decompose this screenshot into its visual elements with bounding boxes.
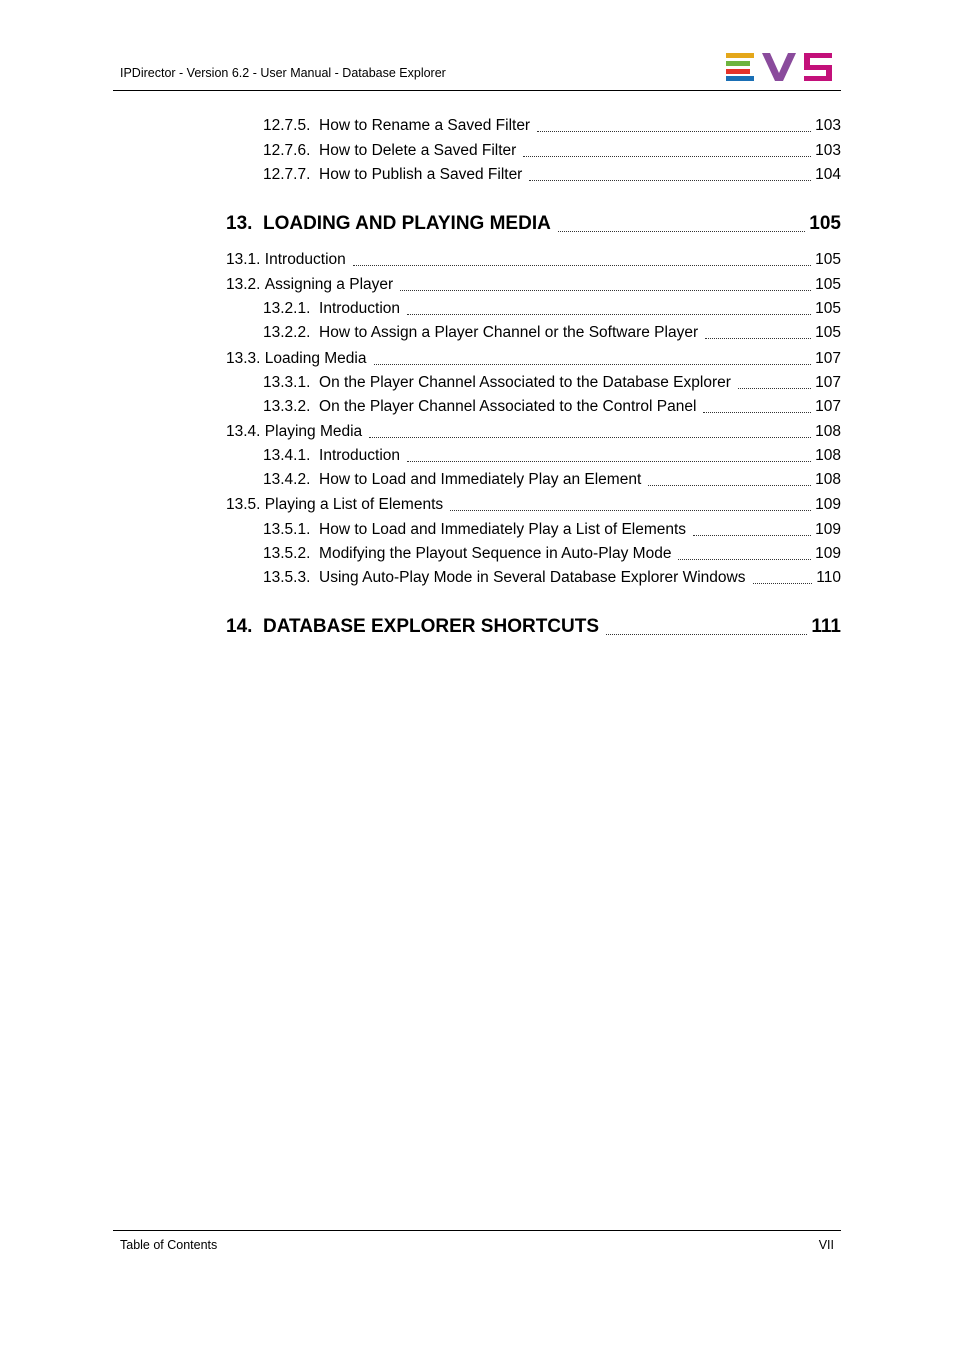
toc-entry[interactable] (226, 569, 841, 587)
toc-entry-number: 13.4.2. (263, 471, 311, 488)
dot-leader (400, 290, 811, 291)
dot-leader (705, 338, 811, 339)
toc-entry[interactable] (226, 374, 841, 392)
toc-entry-number: 13.2. (226, 276, 261, 293)
toc-entry[interactable] (226, 251, 841, 269)
toc-entry-title: Introduction (319, 447, 401, 464)
dot-leader (693, 535, 811, 536)
toc-entry-page: 111 (811, 616, 841, 637)
toc-entry-title: LOADING AND PLAYING MEDIA (262, 213, 551, 234)
toc-entry-number: 13.1. (226, 251, 261, 268)
toc-entry-number: 12.7.7. (263, 166, 311, 183)
toc-entry-number: 13.3. (226, 350, 261, 367)
toc-entry-title: Playing Media (264, 423, 363, 440)
dot-leader (753, 583, 813, 584)
toc-entry-page: 105 (815, 276, 841, 293)
toc-entry-number: 13.2.1. (263, 300, 311, 317)
toc-entry-title: How to Load and Immediately Play an Element (319, 471, 642, 488)
toc-entry-page: 107 (815, 350, 841, 367)
header-title: IPDirector - Version 6.2 - User Manual - Database Explorer (120, 66, 446, 80)
toc-entry-number: 13.2.2. (263, 324, 311, 341)
toc-entry-page: 107 (815, 374, 841, 391)
dot-leader (369, 437, 811, 438)
dot-leader (703, 412, 811, 413)
dot-leader (523, 156, 811, 157)
toc-entry-number: 13.4. (226, 423, 261, 440)
toc-entry[interactable] (226, 324, 841, 342)
toc-entry-title: How to Assign a Player Channel or the Software Player (319, 324, 699, 341)
toc-entry-page: 104 (815, 166, 841, 183)
toc-entry[interactable] (226, 471, 841, 489)
toc-entry-title: Introduction (319, 300, 401, 317)
toc-entry[interactable] (226, 300, 841, 318)
dot-leader (450, 510, 811, 511)
toc-entry-title: On the Player Channel Associated to the Database Explorer (319, 374, 731, 391)
toc-entry-title: Loading Media (264, 350, 367, 367)
toc-entry-title: How to Publish a Saved Filter (319, 166, 523, 183)
toc-entry[interactable] (226, 447, 841, 465)
footer-rule (113, 1230, 841, 1231)
toc-entry-page: 109 (815, 521, 841, 538)
toc-entry-page: 103 (815, 142, 841, 159)
toc-entry-page: 103 (815, 117, 841, 134)
toc-entry-page: 105 (815, 251, 841, 268)
toc-entry-title: How to Delete a Saved Filter (319, 142, 517, 159)
toc-entry-page: 105 (809, 213, 841, 234)
toc-entry-title: Using Auto-Play Mode in Several Database Explorer Windows (319, 569, 746, 586)
toc-entry-number: 14. (226, 616, 253, 637)
dot-leader (353, 265, 811, 266)
toc-entry[interactable] (226, 213, 841, 235)
header-rule (113, 90, 841, 91)
footer-section-title: Table of Contents (120, 1238, 218, 1252)
toc-entry-page: 107 (815, 398, 841, 415)
toc-entry-page: 108 (815, 447, 841, 464)
dot-leader (558, 231, 805, 232)
toc-entry-number: 13.4.1. (263, 447, 311, 464)
toc-entry[interactable] (226, 117, 841, 135)
toc-entry-page: 108 (815, 423, 841, 440)
dot-leader (374, 364, 812, 365)
toc-entry-number: 13. (226, 213, 253, 234)
toc-entry-title: Modifying the Playout Sequence in Auto-Play Mode (319, 545, 672, 562)
toc-entry-number: 13.3.2. (263, 398, 311, 415)
toc-entry-number: 12.7.5. (263, 117, 311, 134)
toc-entry[interactable] (226, 142, 841, 160)
toc-entry[interactable] (226, 545, 841, 563)
toc-entry[interactable] (226, 423, 841, 441)
footer-page-number: VII (818, 1238, 834, 1252)
dot-leader (678, 559, 811, 560)
toc-entry[interactable] (226, 398, 841, 416)
toc-entry-title: On the Player Channel Associated to the Control Panel (319, 398, 697, 415)
dot-leader (407, 461, 811, 462)
toc-entry-number: 13.5. (226, 496, 261, 513)
toc-entry-number: 12.7.6. (263, 142, 311, 159)
toc-entry-page: 108 (815, 471, 841, 488)
toc-entry[interactable] (226, 616, 841, 638)
toc-entry-title: Introduction (264, 251, 346, 268)
dot-leader (529, 180, 811, 181)
evs-logo (726, 53, 834, 81)
toc-entry-page: 109 (815, 496, 841, 513)
toc-entry-number: 13.3.1. (263, 374, 311, 391)
toc-entry[interactable] (226, 276, 841, 294)
toc-entry-number: 13.5.1. (263, 521, 311, 538)
dot-leader (606, 634, 807, 635)
toc-entry-number: 13.5.2. (263, 545, 311, 562)
toc-entry-title: How to Load and Immediately Play a List of Elements (319, 521, 687, 538)
toc-entry[interactable] (226, 166, 841, 184)
toc-entry-page: 105 (815, 300, 841, 317)
toc-entry-title: Assigning a Player (264, 276, 394, 293)
toc-entry-page: 105 (815, 324, 841, 341)
toc-entry[interactable] (226, 350, 841, 368)
toc-entry[interactable] (226, 521, 841, 539)
toc-entry[interactable] (226, 496, 841, 514)
toc-entry-page: 110 (816, 569, 841, 586)
toc-entry-title: How to Rename a Saved Filter (319, 117, 531, 134)
dot-leader (738, 388, 811, 389)
toc-entry-page: 109 (815, 545, 841, 562)
dot-leader (407, 314, 811, 315)
toc-entry-title: DATABASE EXPLORER SHORTCUTS (262, 616, 600, 637)
dot-leader (537, 131, 811, 132)
toc-entry-number: 13.5.3. (263, 569, 311, 586)
dot-leader (648, 485, 811, 486)
toc-entry-title: Playing a List of Elements (264, 496, 444, 513)
